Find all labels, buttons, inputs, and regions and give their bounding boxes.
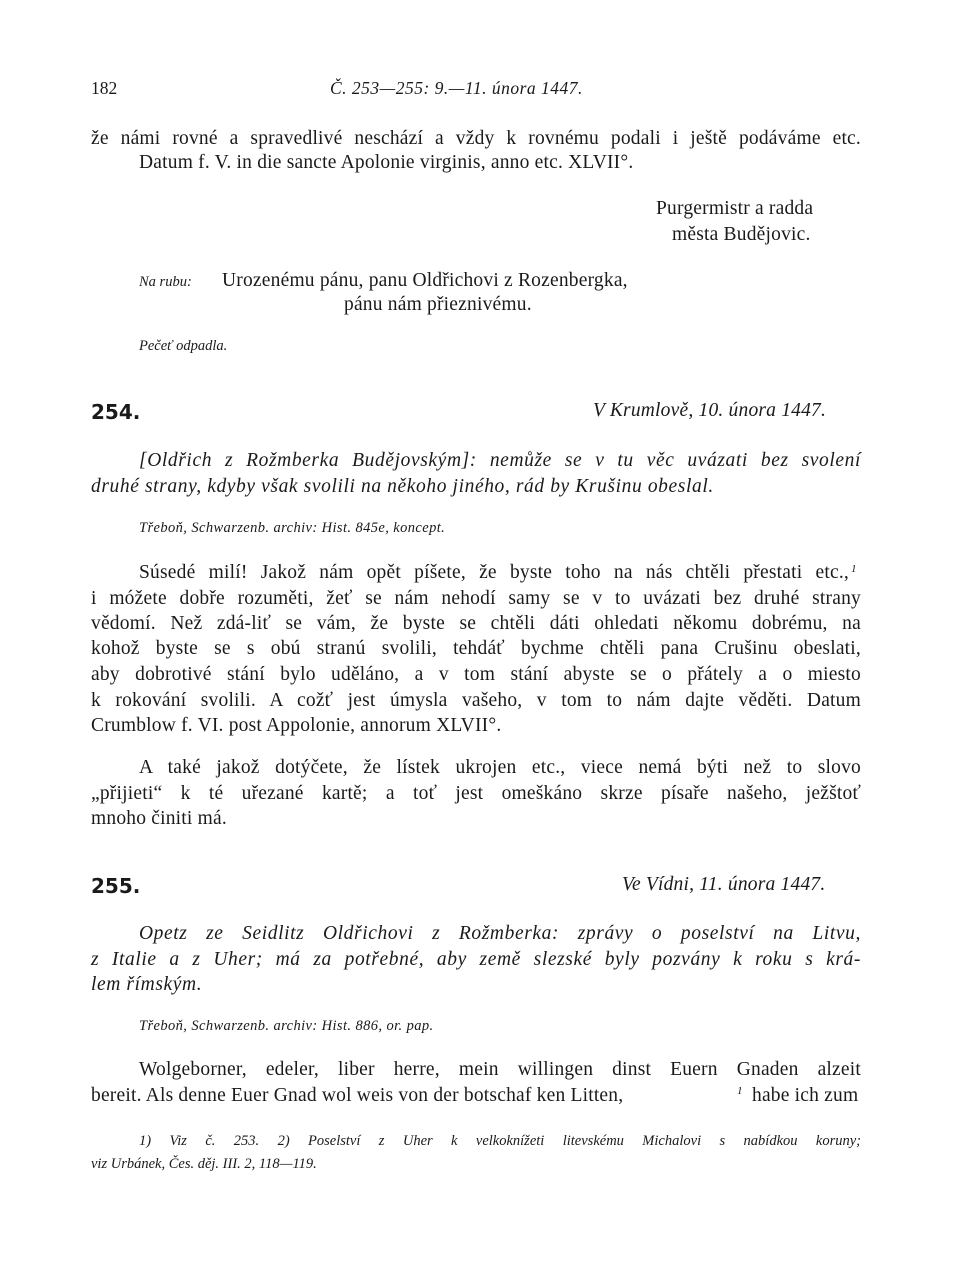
text-line: i móžete dobře rozuměti, žeť se nám nehodí samy se v to uvázati bez druhé strany xyxy=(91,588,861,609)
text-line: mnoho činiti má. xyxy=(91,808,227,829)
seal-note: Pečeť odpadla. xyxy=(139,338,228,354)
text-line: Crumblow f. VI. post Appolonie, annorum XLVII°. xyxy=(91,715,502,736)
text-line: bereit. Als denne Euer Gnad wol weis von der botschaf ken Litten, xyxy=(91,1085,624,1106)
text-line: Datum f. V. in die sancte Apolonie virginis, anno etc. XLVII°. xyxy=(139,152,634,173)
text-line: Wolgeborner, edeler, liber herre, mein willingen dinst Euern Gnaden alzeit xyxy=(139,1059,861,1080)
text-line: vědomí. Než zdá-liť se vám, že byste se chtěli dáti ohledati někomu dobrému, na xyxy=(91,613,861,634)
text-line: kohož byste se s obú stranú svolili, tehdáť bychme chtěli pana Crušinu obeslati, xyxy=(91,638,861,659)
page-number: 182 xyxy=(91,78,118,98)
document-number: 255. xyxy=(91,874,141,898)
text-line: že námi rovné a spravedlivé neschází a vždy k rovnému podali i ještě podáváme etc. xyxy=(91,128,861,149)
regest-line: druhé strany, kdyby však svolili na někoho jiného, rád by Krušinu obeslal. xyxy=(91,476,714,497)
text-line xyxy=(139,562,849,584)
footnote-ref: 1 xyxy=(737,1085,743,1097)
source-note: Třeboň, Schwarzenb. archiv: Hist. 845e, koncept. xyxy=(139,520,446,536)
source-note: Třeboň, Schwarzenb. archiv: Hist. 886, or. pap. xyxy=(139,1018,434,1034)
footnote-line: viz Urbánek, Čes. děj. III. 2, 118—119. xyxy=(91,1156,317,1172)
text-line: A také jakož dotýčete, že lístek ukrojen etc., viece nemá býti než to slovo xyxy=(139,757,861,778)
signature-line: Purgermistr a radda xyxy=(656,198,814,219)
footnote-line: 1) Viz č. 253. 2) Poselství z Uher k velkoknížeti litevskému Michalovi s nabídkou koruny; xyxy=(139,1133,861,1149)
running-title: Č. 253—255: 9.—11. února 1447. xyxy=(330,78,583,98)
footnote-ref: 1 xyxy=(851,563,857,575)
text-line: aby dobrotivé stání bylo uděláno, a v tom stání abyste se o přátely a o miesto xyxy=(91,664,861,685)
address-label: Na rubu: xyxy=(139,274,192,290)
place-date: V Krumlově, 10. února 1447. xyxy=(593,400,827,421)
regest-line: lem římským. xyxy=(91,974,203,995)
regest-line: z Italie a z Uher; má za potřebné, aby země slezské byly pozvány k roku s krá- xyxy=(91,949,861,970)
document-number: 254. xyxy=(91,400,141,424)
text-line: habe ich zum xyxy=(752,1085,859,1106)
text-line: „přijieti“ k té uřezané kartě; a toť jest omeškáno skrze písaře našeho, ježštoť xyxy=(91,783,861,804)
address-line: pánu nám přieznivému. xyxy=(344,294,532,315)
text-line: k rokování svolili. A cožť jest úmysla vašeho, v tom to nám dajte věděti. Datum xyxy=(91,690,861,711)
regest-line: [Oldřich z Rožmberka Budějovským]: nemůže se v tu věc uvázati bez svolení xyxy=(139,450,861,471)
regest-line: Opetz ze Seidlitz Oldřichovi z Rožmberka: zprávy o poselství na Litvu, xyxy=(139,923,861,944)
address-line: Urozenému pánu, panu Oldřichovi z Rozenbergka, xyxy=(222,270,628,291)
signature-line: města Budějovic. xyxy=(672,224,811,245)
place-date: Ve Vídni, 11. února 1447. xyxy=(622,874,826,895)
text-fragment: Súsedé milí! Jakož nám opět píšete, že byste toho na nás chtěli přestati etc., xyxy=(139,562,849,583)
